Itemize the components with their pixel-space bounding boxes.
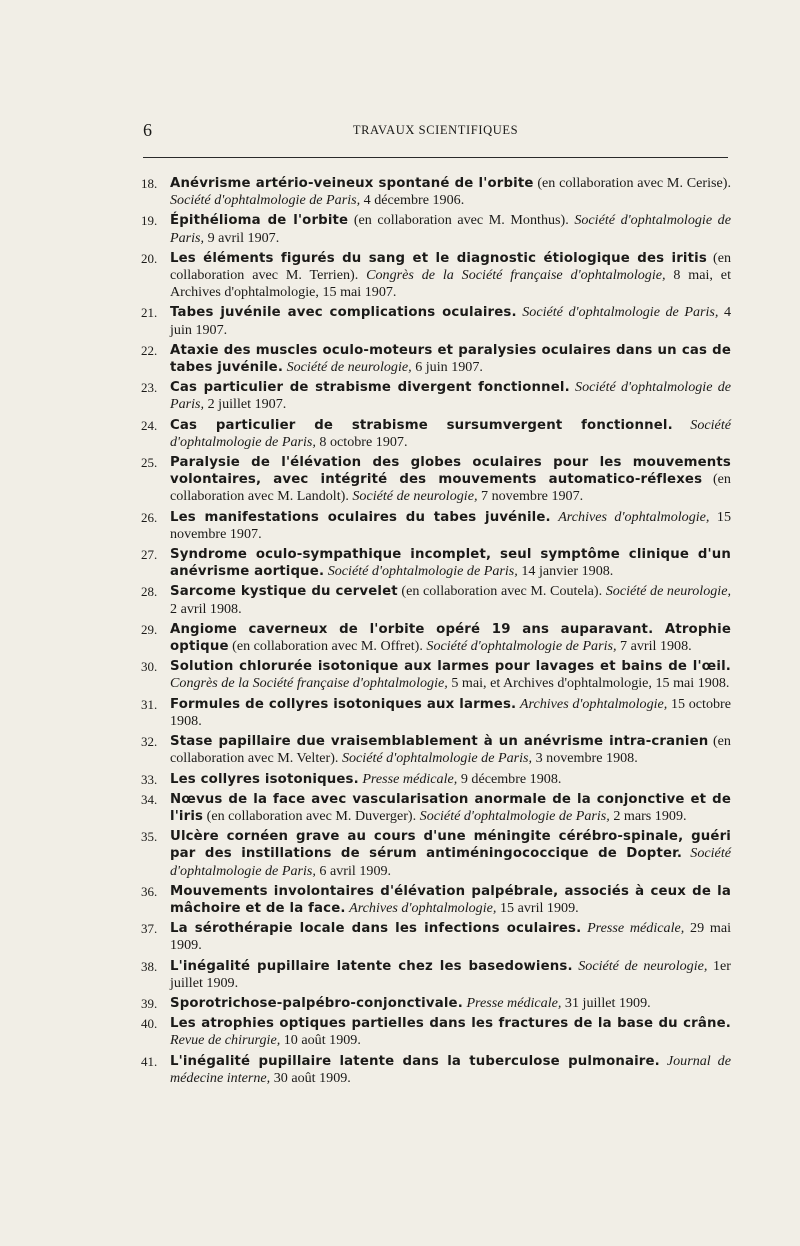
publication-date: 14 janvier 1908. xyxy=(517,563,614,580)
publication-title: La sérothérapie locale dans les infections oculaires. xyxy=(170,921,582,937)
publication-date: 1er juillet 1909. xyxy=(170,957,731,991)
publication-date: 6 avril 1909. xyxy=(315,862,392,879)
publication-title: Les collyres isotoniques. xyxy=(170,771,359,787)
publication-entry xyxy=(141,958,731,992)
publication-venue: Presse médicale, xyxy=(587,920,685,937)
publication-date: 9 décembre 1908. xyxy=(457,770,562,787)
publication-collaboration: (en collaboration avec M. Cerise). xyxy=(533,175,731,191)
publication-collaboration xyxy=(673,417,691,433)
publication-number: 41. xyxy=(141,1053,158,1069)
publication-venue: Presse médicale, xyxy=(466,994,562,1011)
publication-number: 38. xyxy=(141,958,158,974)
publication-number: 21. xyxy=(141,305,158,321)
publication-date: 2 avril 1908. xyxy=(170,600,242,617)
publication-date: 7 avril 1908. xyxy=(616,638,692,655)
publication-venue: Société d'ophtalmologie de Paris, xyxy=(170,379,732,413)
publication-date: 9 avril 1907. xyxy=(204,229,280,246)
publication-date: 30 août 1909. xyxy=(270,1069,351,1086)
header-rule xyxy=(143,157,728,158)
publication-collaboration: (en collaboration avec M. Coutela). xyxy=(397,583,606,600)
publication-number: 25. xyxy=(141,455,158,471)
publication-date: 4 juin 1907. xyxy=(170,304,731,338)
publication-venue: Journal de médecine interne, xyxy=(170,1052,731,1086)
publication-entry xyxy=(141,771,731,788)
publication-entry xyxy=(141,379,731,413)
publication-venue: Congrès de la Société française d'ophtalmologie, xyxy=(366,267,666,284)
publication-title: Paralysie de l'élévation des globes oculaires pour les mouvements volontaires, avec intégrité des mouvements automatico-réflexes xyxy=(170,455,731,488)
publication-title: Stase papillaire due vraisemblablement à un anévrisme intra-cranien xyxy=(170,734,709,750)
publication-number: 18. xyxy=(141,176,158,191)
publication-number: 19. xyxy=(141,213,158,229)
publication-venue: Société de neurologie, xyxy=(286,359,412,376)
publication-venue: Société d'ophtalmologie de Paris, xyxy=(522,304,719,321)
publication-number: 35. xyxy=(141,829,158,845)
publication-number: 20. xyxy=(141,250,158,266)
publication-number: 29. xyxy=(141,621,158,637)
publication-venue: Archives d'ophtalmologie, xyxy=(519,695,668,712)
publication-venue: Société d'ophtalmologie de Paris, xyxy=(327,563,518,580)
publication-title: Sarcome kystique du cervelet xyxy=(170,584,398,600)
publication-date: 2 juillet 1907. xyxy=(204,396,287,413)
publication-venue: Archives d'ophtalmologie, xyxy=(558,508,710,525)
publication-title: Ulcère cornéen grave au cours d'une méningite cérébro-spinale, guéri par des instillations de sérum antiméningococcique de Dopter. xyxy=(170,829,731,862)
publication-number: 28. xyxy=(141,584,158,600)
publication-title: Mouvements involontaires d'élévation palpébrale, associés à ceux de la mâchoire et de la face. xyxy=(170,883,731,916)
publication-date: 15 octobre 1908. xyxy=(170,695,731,729)
publication-venue: Société d'ophtalmologie de Paris, xyxy=(341,750,533,767)
publication-entry xyxy=(141,509,731,543)
publication-date: 8 mai, et Archives d'ophtalmologie, 15 mai 1907. xyxy=(170,267,731,301)
publication-date: 8 octobre 1907. xyxy=(315,433,408,450)
publication-title: Cas particulier de strabisme divergent fonctionnel. xyxy=(170,380,570,396)
publication-entry xyxy=(141,1053,731,1087)
publication-title: Syndrome oculo-sympathique incomplet, seul symptôme clinique d'un anévrisme aortique. xyxy=(170,547,731,580)
publication-entry xyxy=(141,920,731,954)
publication-number: 39. xyxy=(141,995,158,1011)
publication-title: Ataxie des muscles oculo-moteurs et paralysies oculaires dans un cas de tabes juvénile. xyxy=(170,342,731,376)
publication-number: 37. xyxy=(141,921,158,937)
publication-date: 4 décembre 1906. xyxy=(360,192,465,209)
publication-date: 6 juin 1907. xyxy=(411,359,483,376)
publication-venue: Congrès de la Société française d'ophtalmologie, xyxy=(170,675,448,692)
publication-venue: Archives d'ophtalmologie, xyxy=(349,899,497,916)
publication-entry xyxy=(141,828,731,880)
publication-entry xyxy=(141,883,731,917)
publication-date: 15 novembre 1907. xyxy=(170,508,731,542)
publication-date: 3 novembre 1908. xyxy=(532,750,638,767)
publication-collaboration: (en collaboration avec M. Landolt). xyxy=(170,471,731,505)
publication-title: Épithélioma de l'orbite xyxy=(170,213,349,229)
publication-venue: Société de neurologie, xyxy=(578,957,708,974)
running-title: TRAVAUX SCIENTIFIQUES xyxy=(352,123,519,137)
publication-date: 7 novembre 1907. xyxy=(477,488,584,505)
publication-date: 10 août 1909. xyxy=(280,1032,361,1049)
publication-entry xyxy=(141,696,731,730)
publication-title: Solution chlorurée isotonique aux larmes pour lavages et bains de l'œil. xyxy=(170,659,731,675)
publication-entry xyxy=(141,658,731,692)
publication-date: 31 juillet 1909. xyxy=(561,994,651,1011)
publication-number: 31. xyxy=(141,696,158,712)
publication-title: Cas particulier de strabisme sursumvergent fonctionnel. xyxy=(170,417,673,433)
publication-number: 23. xyxy=(141,380,158,396)
publication-title: Sporotrichose-palpébro-conjonctivale. xyxy=(170,995,463,1011)
publication-title: L'inégalité pupillaire latente dans la tuberculose pulmonaire. xyxy=(170,1053,660,1069)
publication-entry xyxy=(141,342,731,376)
publication-venue: Société d'ophtalmologie de Paris, xyxy=(426,638,617,655)
publication-date: 2 mars 1909. xyxy=(609,807,687,824)
publication-number: 33. xyxy=(141,771,158,787)
publication-venue: Société d'ophtalmologie de Paris, xyxy=(170,212,731,246)
publication-title: Les éléments figurés du sang et le diagnostic étiologique des iritis xyxy=(170,250,707,266)
publication-number: 27. xyxy=(141,547,158,563)
publication-collaboration: (en collaboration avec M. Duverger). xyxy=(203,807,420,824)
publication-number: 22. xyxy=(141,342,158,358)
publication-number: 24. xyxy=(141,417,158,433)
page-number: 6 xyxy=(143,120,152,140)
publication-collaboration: (en collaboration avec M. Monthus). xyxy=(348,212,575,229)
publication-title: L'inégalité pupillaire latente chez les basedowiens. xyxy=(170,958,573,974)
publication-title: Anévrisme artério-veineux spontané de l'orbite xyxy=(170,176,534,191)
publication-date: 29 mai 1909. xyxy=(170,920,731,954)
publication-title: Angiome caverneux de l'orbite opéré 19 ans auparavant. Atrophie optique xyxy=(170,621,731,655)
publication-list xyxy=(141,175,731,1090)
publication-entry xyxy=(141,621,731,655)
page-header xyxy=(143,120,728,142)
publication-title: Nœvus de la face avec vascularisation anormale de la conjonctive et de l'iris xyxy=(170,791,731,824)
publication-title: Les manifestations oculaires du tabes juvénile. xyxy=(170,509,551,525)
publication-venue: Société d'ophtalmologie de Paris, xyxy=(419,807,610,824)
publication-entry xyxy=(141,733,731,767)
publication-entry xyxy=(141,995,731,1012)
publication-number: 34. xyxy=(141,791,158,807)
publication-number: 30. xyxy=(141,659,158,675)
publication-collaboration: (en collaboration avec M. Velter). xyxy=(170,733,731,767)
publication-entry xyxy=(141,546,731,580)
publication-entry xyxy=(141,1015,731,1049)
publication-entry xyxy=(141,417,731,451)
publication-title: Les atrophies optiques partielles dans les fractures de la base du crâne. xyxy=(170,1016,731,1032)
publication-venue: Société d'ophtalmologie de Paris, xyxy=(170,192,361,209)
publication-venue: Société d'ophtalmologie de Paris, xyxy=(170,416,731,450)
publication-entry xyxy=(141,304,731,338)
publication-entry xyxy=(141,791,731,825)
publication-venue: Revue de chirurgie, xyxy=(170,1032,281,1049)
publication-title: Tabes juvénile avec complications oculaires. xyxy=(170,305,517,321)
publication-venue: Société de neurologie, xyxy=(352,488,478,505)
publication-number: 36. xyxy=(141,883,158,899)
publication-entry xyxy=(141,175,731,209)
publication-venue: Presse médicale, xyxy=(362,770,458,787)
publication-collaboration: (en collaboration avec M. Terrien). xyxy=(170,249,731,284)
publication-date: 15 avril 1909. xyxy=(496,899,579,916)
publication-collaboration xyxy=(660,1053,667,1069)
publication-entry xyxy=(141,212,731,246)
publication-number: 40. xyxy=(141,1016,158,1032)
publication-number: 32. xyxy=(141,734,158,750)
publication-title: Formules de collyres isotoniques aux larmes. xyxy=(170,696,517,712)
publication-venue: Société d'ophtalmologie de Paris, xyxy=(170,845,731,879)
publication-entry xyxy=(141,583,731,617)
publication-collaboration: (en collaboration avec M. Offret). xyxy=(228,638,427,655)
publication-number: 26. xyxy=(141,509,158,525)
publication-entry xyxy=(141,454,731,506)
publication-venue: Société de neurologie, xyxy=(605,583,731,600)
publication-date: 5 mai, et Archives d'ophtalmologie, 15 mai 1908. xyxy=(447,675,730,692)
publication-entry xyxy=(141,250,731,302)
